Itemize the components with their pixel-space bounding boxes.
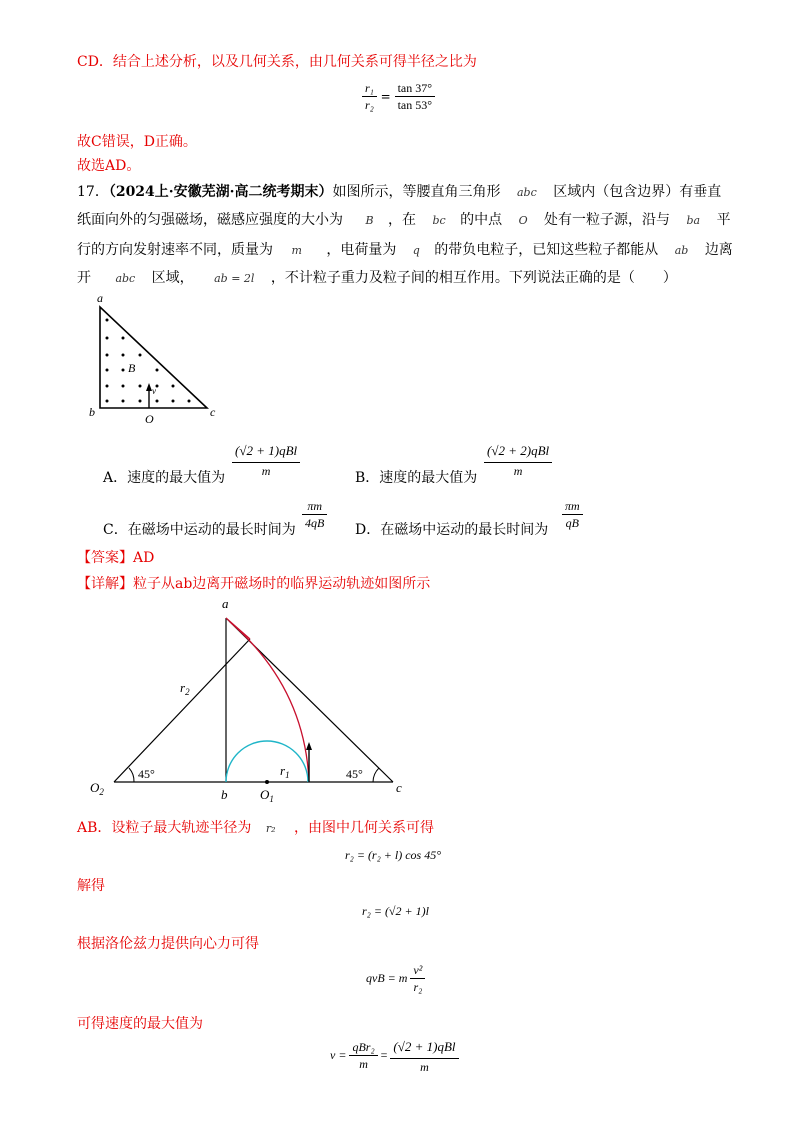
angle-arc-right xyxy=(373,768,379,782)
sym-q: q xyxy=(412,244,420,257)
option-d-num: πm xyxy=(562,498,583,515)
question-line-2 xyxy=(77,210,731,231)
q-text-1b: 区域内（包含边界）有垂直 xyxy=(553,184,722,200)
option-a-den: m xyxy=(261,464,271,478)
option-c-den: 4qB xyxy=(305,516,325,530)
sym-ba: ba xyxy=(686,214,701,227)
option-c-num: πm xyxy=(302,498,327,515)
eq4-num1: qBr₂ xyxy=(349,1039,377,1056)
q-text-4a: 开 xyxy=(77,270,91,286)
label-c: c xyxy=(210,405,216,419)
ab-analysis-b: ，由图中几何关系可得 xyxy=(293,820,434,836)
conclusion-cd: 故C错误，D正确。 xyxy=(77,134,197,150)
ratio-right-den: tan 53° xyxy=(397,98,433,112)
min-trajectory-arc xyxy=(226,741,308,782)
ratio-left-num: r₁ xyxy=(362,80,377,97)
fig2-angle-right: 45° xyxy=(346,767,363,781)
sym-ab-eq-2l: ab = 2l xyxy=(214,272,255,285)
fig2-label-a: a xyxy=(222,596,229,611)
center-O1 xyxy=(265,780,269,784)
eq3-den: r₂ xyxy=(413,980,423,994)
eq4-left: v = xyxy=(330,1048,347,1062)
eq3-num: v² xyxy=(410,962,425,979)
q-text-3a: 行的方向发射速率不同，质量为 xyxy=(77,242,273,258)
option-c-fraction xyxy=(302,498,327,531)
q-text-2d: 处有一粒子源，沿与 xyxy=(544,212,671,228)
q-text-2c: 的中点 xyxy=(460,212,503,228)
label-O: O xyxy=(145,412,154,425)
equation-3 xyxy=(366,962,425,995)
angle-arc-left xyxy=(129,768,134,782)
fig2-label-r2: $r_2$ xyxy=(180,680,190,697)
sym-r2: r₂ xyxy=(265,822,276,835)
sym-O: O xyxy=(518,214,528,227)
fig2-label-O1: $O_1$ xyxy=(260,787,274,804)
equation-2: r₂ = (√2 + 1)l xyxy=(362,904,429,918)
q-text-2e: 平 xyxy=(716,212,731,228)
option-a-num: (√2 + 1)qBl xyxy=(232,440,300,463)
question-line-3 xyxy=(77,240,733,261)
conclusion-answer: 故选AD。 xyxy=(77,158,141,174)
question-line-4 xyxy=(77,268,677,289)
velocity-arrow-2-head xyxy=(306,742,312,750)
option-b-num: (√2 + 2)qBl xyxy=(484,440,552,463)
label-b: b xyxy=(89,405,95,419)
trajectory-figure xyxy=(80,592,420,804)
detail-text: 【详解】粒子从ab边离开磁场时的临界运动轨迹如图所示 xyxy=(77,576,431,592)
option-b-den: m xyxy=(513,464,523,478)
sym-ab: ab xyxy=(674,244,689,257)
question-number: 17． xyxy=(77,184,109,200)
option-a-label: A．速度的最大值为 xyxy=(103,470,226,486)
equation-1: r₂ = (r₂ + l) cos 45° xyxy=(345,848,441,862)
question-line-1 xyxy=(77,182,721,203)
sym-m: m xyxy=(291,244,302,257)
q-text-3b: ，电荷量为 xyxy=(326,242,397,258)
max-speed-text: 可得速度的最大值为 xyxy=(77,1016,203,1032)
q-text-2b: ，在 xyxy=(388,212,416,228)
option-c-label: C．在磁场中运动的最长时间为 xyxy=(103,522,296,538)
ab-analysis-text xyxy=(77,818,434,839)
sym-B: B xyxy=(365,214,374,227)
option-b-fraction xyxy=(484,440,552,479)
answer-text: 【答案】AD xyxy=(77,550,155,566)
q-text-1a: 如图所示，等腰直角三角形 xyxy=(332,184,501,200)
q-text-4b: 区域， xyxy=(151,270,194,286)
option-a-fraction xyxy=(232,440,300,479)
label-a: a xyxy=(97,291,103,305)
eq4-num2: (√2 + 1)qBl xyxy=(390,1036,458,1059)
eq4-den1: m xyxy=(359,1057,368,1071)
sym-abc: abc xyxy=(517,186,537,199)
sym-abc-2: abc xyxy=(115,272,136,285)
q-text-3c: 的带负电粒子，已知这些粒子都能从 xyxy=(434,242,659,258)
fig2-label-r1: $r_1$ xyxy=(280,763,290,780)
cd-analysis-text: CD．结合上述分析，以及几何关系，由几何关系可得半径之比为 xyxy=(77,54,477,70)
fig2-label-O2: $O_2$ xyxy=(90,780,104,797)
option-d-label: D．在磁场中运动的最长时间为 xyxy=(355,522,549,538)
solve-text: 解得 xyxy=(77,878,105,894)
q-text-3d: 边离 xyxy=(704,242,733,258)
ratio-left-fraction xyxy=(362,80,377,113)
max-trajectory-arc xyxy=(230,622,309,782)
ratio-left-den: r₂ xyxy=(365,98,374,112)
fig2-label-b: b xyxy=(221,787,228,802)
eq3-left: qvB = m xyxy=(366,971,408,985)
label-v: v xyxy=(152,386,156,396)
label-B: B xyxy=(128,361,136,375)
fig2-angle-left: 45° xyxy=(138,767,155,781)
sym-bc: bc xyxy=(432,214,446,227)
ratio-right-fraction xyxy=(395,80,435,113)
ab-analysis-a: AB．设粒子最大轨迹半径为 xyxy=(77,820,252,836)
option-d-den: qB xyxy=(565,516,580,530)
question-source: （2024上·安徽芜湖·高二统考期末） xyxy=(108,184,333,200)
q-text-2a: 纸面向外的匀强磁场，磁感应强度的大小为 xyxy=(77,212,343,228)
triangle-field-figure xyxy=(85,290,225,425)
ratio-equation: $\frac{\text{r₁}}{\text{r₂}}$ = $\frac{\tan 37^\circ}{\tan 53^\circ}$ xyxy=(362,80,435,113)
q-text-4c: ，不计粒子重力及粒子间的相互作用。下列说法正确的是（ ） xyxy=(270,270,677,286)
option-b-label: B．速度的最大值为 xyxy=(355,470,478,486)
option-d-fraction xyxy=(562,498,583,531)
equation-4: v = $\frac{\text{qBr₂}}{m}$ = $\frac{\text{(√2 + 1)qBl}}{m}$ xyxy=(330,1036,459,1075)
ratio-right-num: tan 37° xyxy=(395,80,435,97)
eq4-den2: m xyxy=(420,1060,429,1074)
lorentz-text: 根据洛伦兹力提供向心力可得 xyxy=(77,936,259,952)
fig2-label-c: c xyxy=(396,780,402,795)
radius-r2 xyxy=(114,639,250,782)
